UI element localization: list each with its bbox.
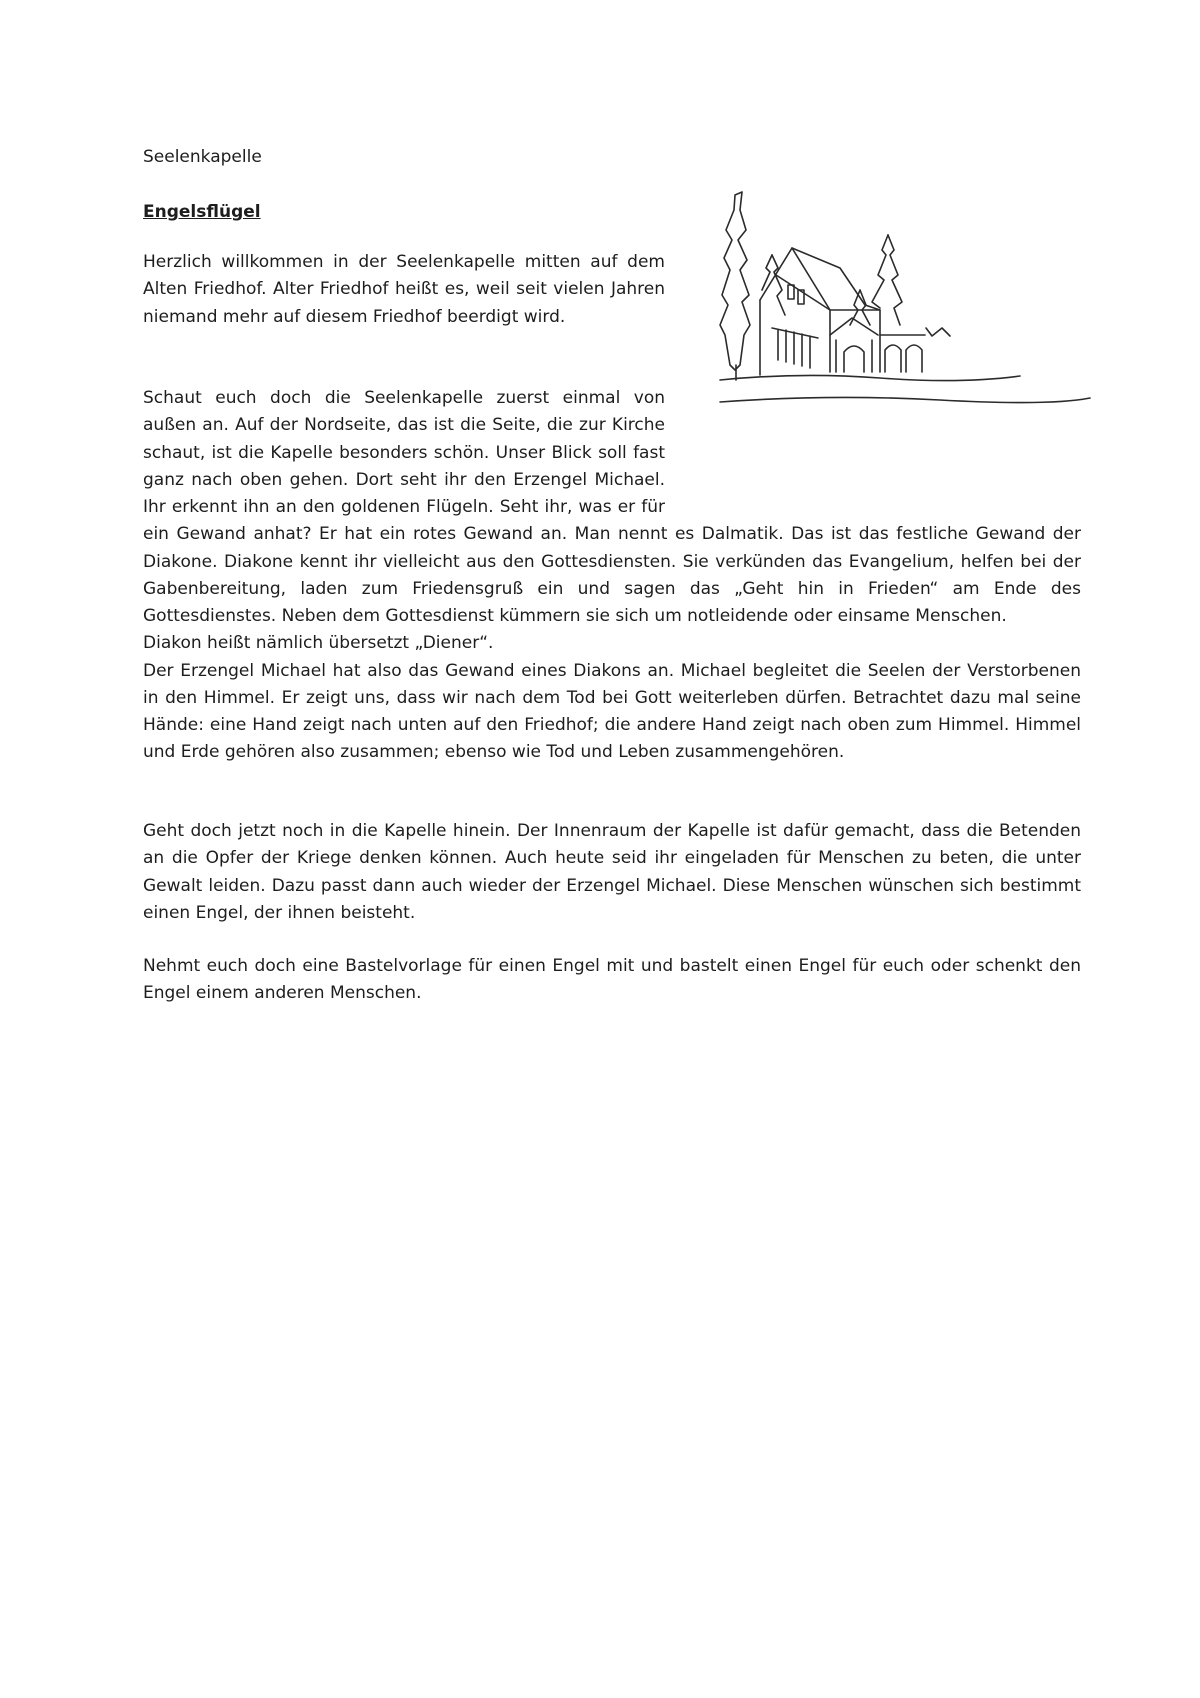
section-title: Seelenkapelle bbox=[143, 147, 262, 167]
paragraph-welcome: Herzlich willkommen in der Seelenkapelle mitten auf dem Alten Friedhof. Alter Friedhof heißt es, weil seit vielen Jahren niemand mehr auf diesem Friedhof beerdigt wird. bbox=[143, 252, 665, 327]
paragraph-angel-craft: Nehmt euch doch eine Bastelvorlage für einen Engel mit und bastelt einen Engel für euch oder schenkt den Engel einem anderen Menschen. bbox=[143, 956, 1081, 1004]
paragraph-exterior-last-line: Diakon heißt nämlich übersetzt „Diener“. bbox=[143, 633, 494, 654]
document-heading: Engelsflügel bbox=[143, 202, 261, 222]
chapel-illustration bbox=[680, 140, 1100, 490]
paragraph-interior: Geht doch jetzt noch in die Kapelle hinein. Der Innenraum der Kapelle ist dafür gemacht, dass die Betenden an die Opfer der Kriege denken können. Auch heute seid ihr eingeladen für Menschen zu beten, die unter Gewalt leiden. Dazu passt dann auch wieder der Erzengel Michael. Diese Menschen wünschen sich bestimmt einen Engel, der ihnen beisteht. bbox=[143, 821, 1081, 923]
paragraph-michael-text: Der Erzengel Michael hat also das Gewand eines Diakons an. Michael begleitet die Seelen der Verstorbenen in den Himmel. Er zeigt uns, dass wir nach dem Tod bei Gott weiterleben dürfen. Betrachtet dazu mal seine Hände: eine Hand zeigt nach unten auf den Friedhof; die andere Hand zeigt nach oben zum Himmel. Himmel und Erde gehören also zusammen; ebenso wie Tod und Leben zusammengehören. bbox=[143, 660, 1081, 763]
paragraph-exterior-text: Schaut euch doch die Seelenkapelle zuerst einmal von außen an. Auf der Nordseite, das ist die Seite, die zur Kirche schaut, ist die Kapelle besonders schön. Unser Blick soll fast ganz nach oben gehen. Dort seht ihr den Erzengel Michael. Ihr erkennt ihn an den goldenen Flügeln. Seht ihr, was er für ein Gewand anhat? Er hat ein rotes Gewand an. Man nennt es Dalmatik. Das ist das festliche Gewand der Diakone. Diakone kennt ihr vielleicht aus den Gottesdiensten. Sie verkünden das Evangelium, helfen bei der Gabenbereitung, laden zum Friedensgruß ein und sagen das „Geht hin in Frieden“ am Ende des Gottesdienstes. Neben dem Gottesdienst kümmern sie sich um notleidende oder einsame Menschen. bbox=[143, 388, 1081, 626]
